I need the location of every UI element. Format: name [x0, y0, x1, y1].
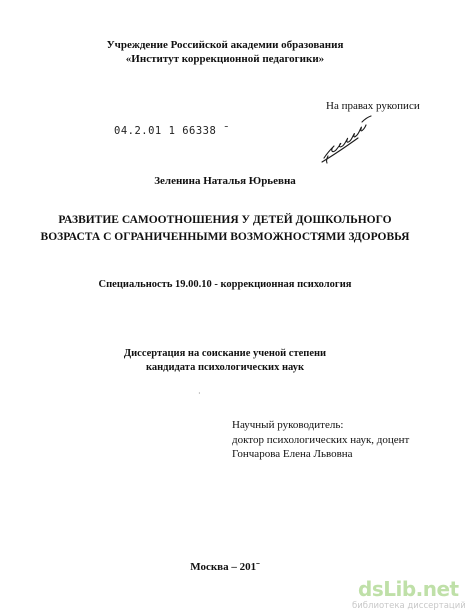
title-line-1: РАЗВИТИЕ САМООТНОШЕНИЯ У ДЕТЕЙ ДОШКОЛЬНОГО [58, 214, 392, 226]
advisor-label: Научный руководитель: [232, 419, 344, 431]
watermark-subtitle: библиотека диссертаций [352, 601, 466, 611]
institution-line-1: Учреждение Российской академии образования [106, 39, 344, 51]
specialty: Специальность 19.00.10 - коррекционная психология [98, 279, 352, 290]
institution-line-2: «Институт коррекционной педагогики» [125, 53, 325, 65]
degree-line-2: кандидата психологических наук [145, 362, 305, 373]
dissertation-title [0, 212, 450, 246]
scientific-advisor [232, 418, 409, 462]
scan-speck: · [198, 389, 201, 398]
degree-statement [0, 347, 450, 375]
handwritten-signature [318, 112, 376, 166]
advisor-name: Гончарова Елена Львовна [232, 448, 353, 460]
advisor-degree: доктор психологических наук, доцент [232, 433, 410, 446]
registration-number: 04.2.01 1 66338 ˉ [114, 125, 230, 137]
author-name: Зеленина Наталья Юрьевна [154, 175, 296, 187]
city-year: Москва – 201ˉ [190, 561, 260, 573]
watermark-logo: dsLib.net [358, 577, 459, 601]
degree-line-1: Диссертация на соискание ученой степени [123, 348, 327, 359]
institution-header [0, 38, 450, 66]
title-line-2: ВОЗРАСТА С ОГРАНИЧЕННЫМИ ВОЗМОЖНОСТЯМИ ЗДОРОВЬЯ [40, 231, 410, 243]
dslib-watermark [352, 577, 466, 613]
manuscript-rights-note: На правах рукописи [326, 100, 420, 112]
